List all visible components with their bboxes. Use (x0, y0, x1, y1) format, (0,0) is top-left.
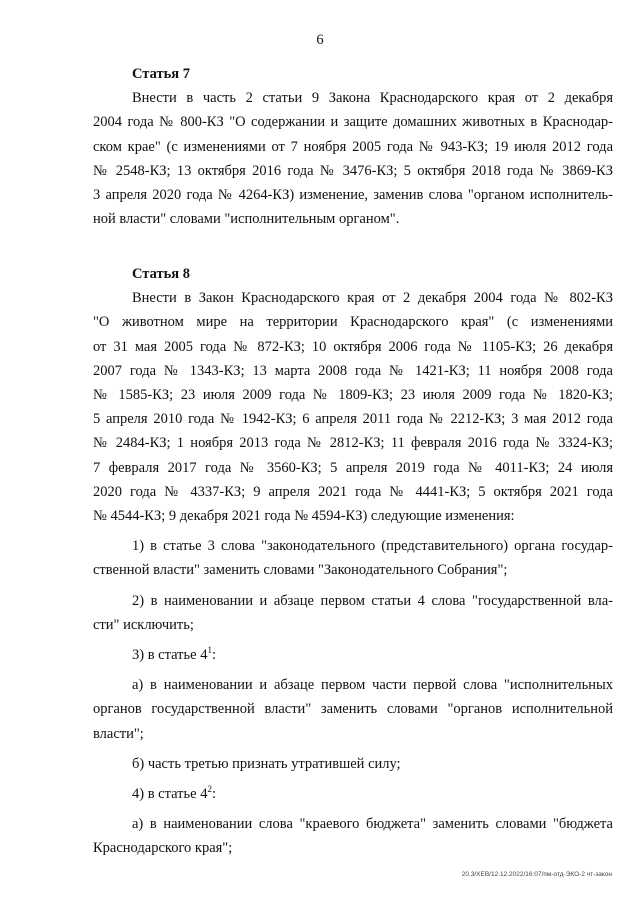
text-line: 2020 года № 4337-КЗ; 9 апреля 2021 года № 4441-КЗ; 5 октября 2021 года (93, 483, 613, 500)
article-8-heading: Статья 8 (132, 266, 190, 282)
text-line: № 2484-КЗ; 1 ноября 2013 года № 2812-КЗ; 11 февраля 2016 года № 3324-КЗ; (93, 435, 613, 452)
item-3-sup: 1 (207, 645, 212, 656)
article-8 (93, 262, 613, 861)
item-1 (93, 534, 613, 582)
text-line: № 2548-КЗ; 13 октября 2016 года № 3476-КЗ; 5 октября 2018 года № 3869-КЗ (93, 162, 613, 179)
article-8-body (93, 286, 613, 860)
item-3-text: 3) в статье 4 (132, 647, 208, 664)
text-line: власти"; (93, 725, 144, 742)
text-line: ной власти" словами "исполнительным органом". (93, 211, 400, 228)
text-line (93, 782, 613, 806)
text-line: Краснодарского края"; (93, 840, 233, 857)
text-line: от 31 мая 2005 года № 872-КЗ; 10 октября 2006 года № 1105-КЗ; 26 декабря (93, 338, 613, 355)
article-7 (93, 62, 613, 231)
text-line: 2) в наименовании и абзаце первом статьи 4 слова "государственной вла- (132, 592, 613, 609)
item-3-tail: : (211, 647, 216, 664)
item-4 (93, 782, 613, 806)
text-line: а) в наименовании и абзаце первом части первой слова "исполнительных (132, 677, 613, 694)
text-line: ственной власти" заменить словами "Законодательного Собрания"; (93, 562, 508, 579)
text-line: б) часть третью признать утратившей силу; (132, 755, 401, 772)
item-3b (93, 752, 613, 776)
text-line: Внести в часть 2 статьи 9 Закона Краснодарского края от 2 декабря (132, 90, 613, 107)
text-line: а) в наименовании слова "краевого бюджета" заменить словами "бюджета (132, 816, 613, 833)
item-2 (93, 589, 613, 637)
text-line: органов государственной власти" заменить словами "органов исполнительной (93, 701, 613, 718)
text-line: 7 февраля 2017 года № 3560-КЗ; 5 апреля 2019 года № 4011-КЗ; 24 июля (93, 459, 613, 476)
text-line: сти" исключить; (93, 616, 194, 633)
text-line: 5 апреля 2010 года № 1942-КЗ; 6 апреля 2011 года № 2212-КЗ; 3 мая 2012 года (93, 411, 613, 428)
text-line: 1) в статье 3 слова "законодательного (представительного) органа государ- (132, 538, 613, 555)
item-4-sup: 2 (207, 784, 212, 795)
item-3a (93, 673, 613, 746)
item-4-text: 4) в статье 4 (132, 786, 208, 803)
item-4-tail: : (211, 786, 216, 803)
page-number: 6 (316, 32, 324, 48)
footer-code: 20.3/ХЕВ/12.12.2022/16:07/пм-отд-ЭКО-2 чт-закон (461, 871, 612, 878)
item-3 (93, 643, 613, 667)
article-7-body (93, 86, 613, 231)
text-line: № 4544-КЗ; 9 декабря 2021 года № 4594-КЗ) следующие изменения: (93, 508, 515, 525)
item-4a (93, 812, 613, 860)
text-line: 3 апреля 2020 года № 4264-КЗ) изменение, заменив слова "органом исполнитель- (93, 187, 613, 204)
text-line: "О животном мире на территории Краснодарского края" (с изменениями (93, 314, 613, 331)
text-line: 2004 года № 800-КЗ "О содержании и защите домашних животных в Краснодар- (93, 114, 613, 131)
article-7-heading: Статья 7 (132, 66, 190, 82)
text-line: № 1585-КЗ; 23 июля 2009 года № 1809-КЗ; 23 июля 2009 года № 1820-КЗ; (93, 387, 613, 404)
text-line: Внести в Закон Краснодарского края от 2 декабря 2004 года № 802-КЗ (132, 290, 613, 307)
text-line: 2007 года № 1343-КЗ; 13 марта 2008 года № 1421-КЗ; 11 ноября 2008 года (93, 362, 613, 379)
text-line: ском крае" (с изменениями от 7 ноября 2005 года № 943-КЗ; 19 июля 2012 года (93, 138, 613, 155)
text-line (93, 643, 613, 667)
